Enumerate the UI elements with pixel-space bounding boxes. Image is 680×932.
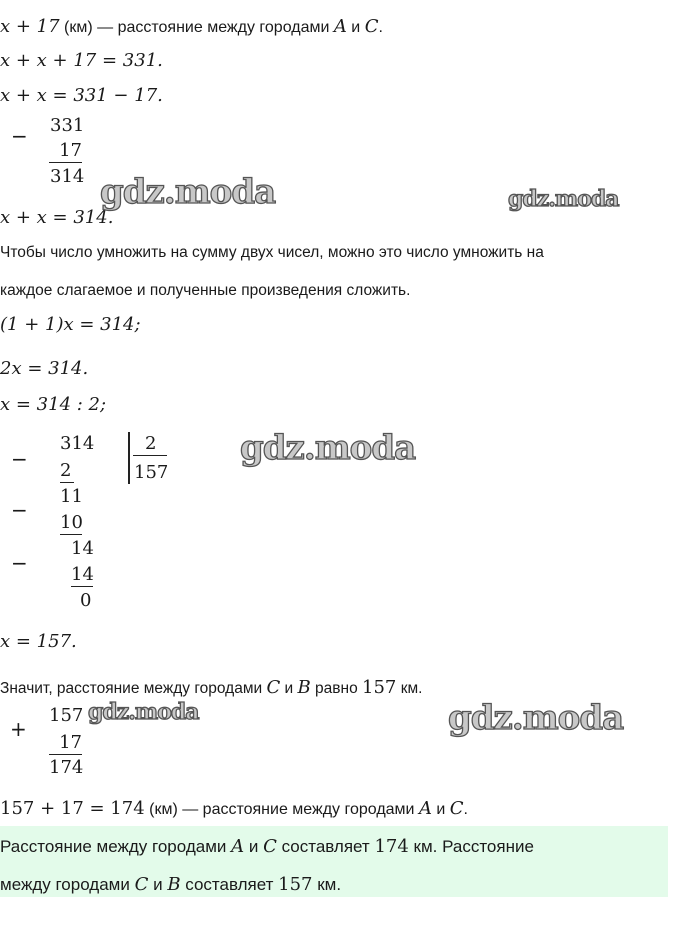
conclusion-line: Значит, расстояние между городами C и B равно 157 км. xyxy=(0,677,423,698)
division-bar xyxy=(128,432,130,484)
watermark: gdz.moda xyxy=(240,428,416,468)
equation-line-8: x = 157. xyxy=(0,631,77,652)
watermark: gdz.moda xyxy=(508,186,619,212)
remainder-2: 14 xyxy=(71,538,94,559)
second-subtrahend: 10 xyxy=(60,512,83,533)
equation-line-1: x + 17 (км) — расстояние между городами A и C. xyxy=(0,16,383,37)
plus-sign: + xyxy=(10,717,27,741)
divisor: 2 xyxy=(133,433,167,456)
equation-line-3: x + x = 331 − 17. xyxy=(0,85,163,106)
watermark: gdz.moda xyxy=(448,698,624,738)
dividend: 314 xyxy=(60,433,95,454)
answer-line-2: между городами C и B составляет 157 км. xyxy=(0,874,342,895)
answer-box xyxy=(0,826,668,897)
answer-line-1: Расстояние между городами A и C составляет 174 км. Расстояние xyxy=(0,836,534,857)
addend-1: 157 xyxy=(49,705,84,726)
minus-sign: − xyxy=(11,124,28,148)
equation-line-2: x + x + 17 = 331. xyxy=(0,50,163,71)
sum: 174 xyxy=(49,757,84,778)
rule-text-line-1: Чтобы число умножить на сумму двух чисел, можно это число умножить на xyxy=(0,244,544,261)
equation-line-5: (1 + 1)x = 314; xyxy=(0,314,141,335)
subtrahend: 17 xyxy=(49,140,82,163)
minus-sign: − xyxy=(11,498,28,522)
equation-line-9: 157 + 17 = 174 (км) — расстояние между городами A и C. xyxy=(0,798,468,819)
watermark: gdz.moda xyxy=(88,699,199,725)
minus-sign: − xyxy=(11,551,28,575)
equation-line-6: 2x = 314. xyxy=(0,358,89,379)
final-remainder: 0 xyxy=(80,590,92,611)
remainder-1: 11 xyxy=(60,486,83,507)
addend-2: 17 xyxy=(49,732,82,755)
first-subtrahend: 2 xyxy=(60,460,74,483)
equation-line-4: x + x = 314. xyxy=(0,207,114,228)
minus-sign: − xyxy=(11,447,28,471)
watermark: gdz.moda xyxy=(100,172,276,212)
third-subtrahend: 14 xyxy=(71,564,94,585)
quotient: 157 xyxy=(134,462,169,483)
difference: 314 xyxy=(50,166,85,187)
rule-text-line-2: каждое слагаемое и полученные произведения сложить. xyxy=(0,282,411,299)
equation-line-7: x = 314 : 2; xyxy=(0,394,107,415)
minuend: 331 xyxy=(50,115,85,136)
